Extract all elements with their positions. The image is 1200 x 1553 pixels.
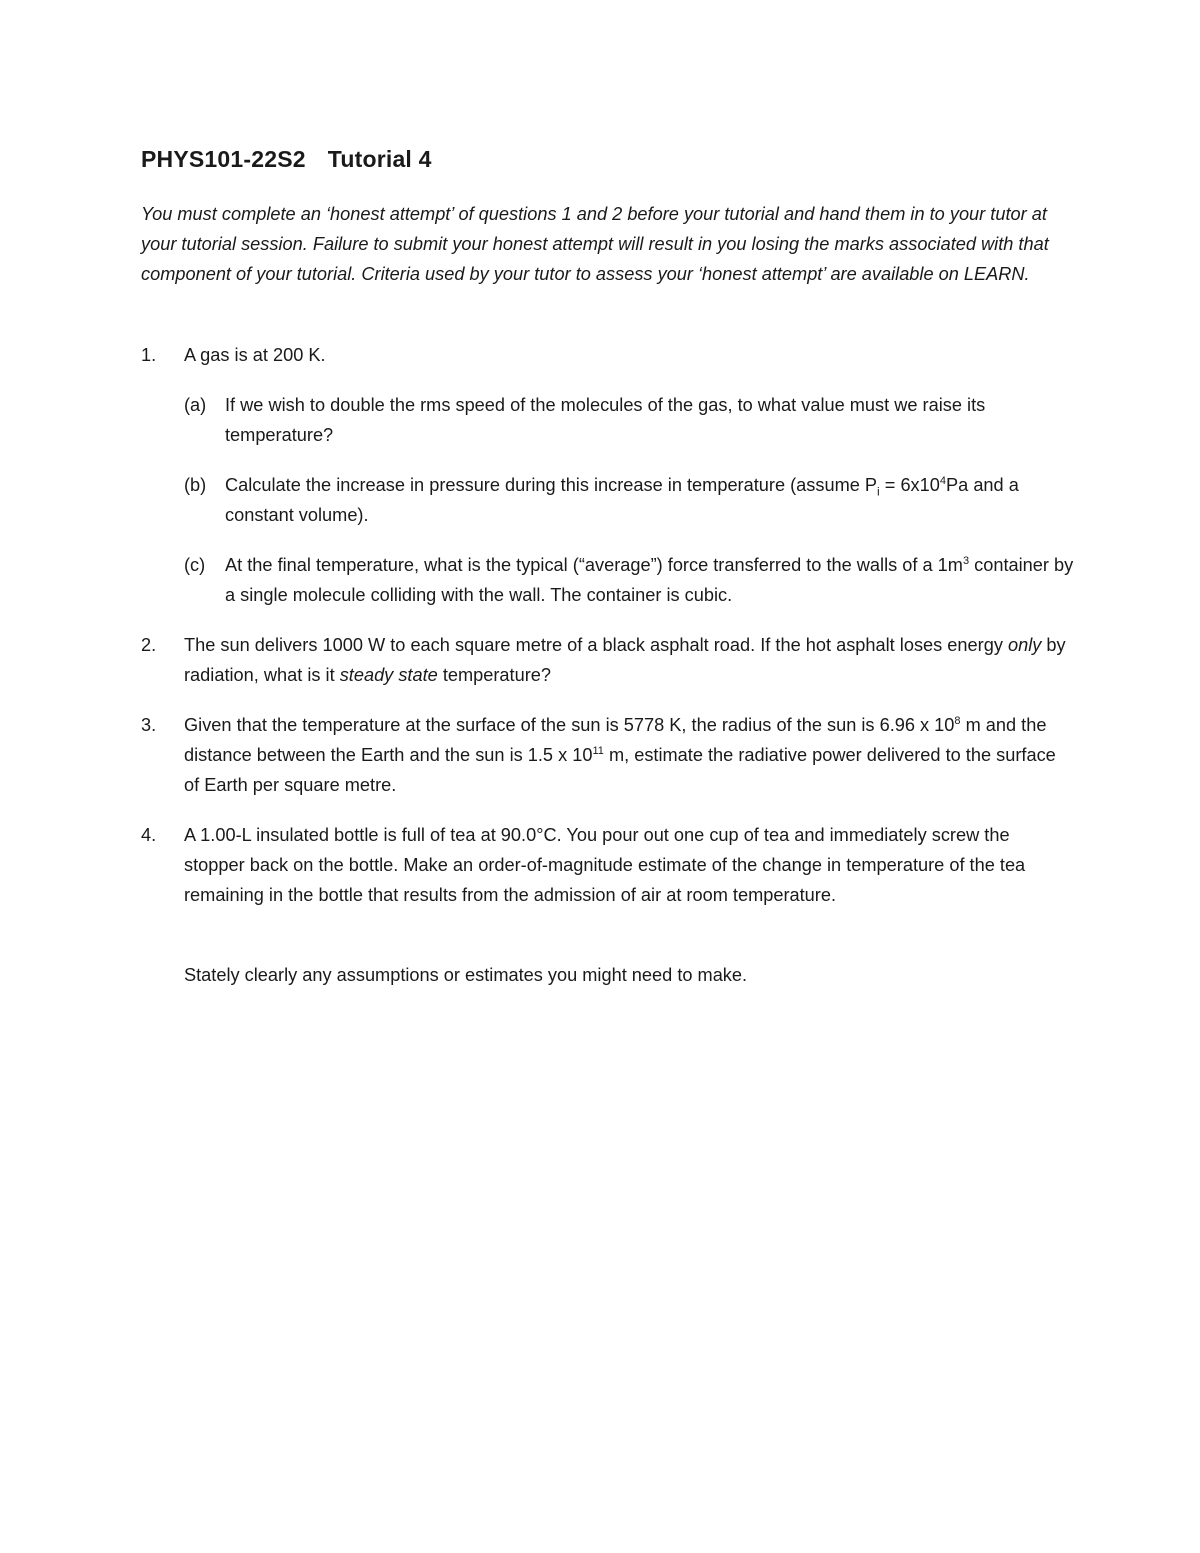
q1b-text-mid: = 6x10 [879,475,940,495]
q1c-text-before: At the final temperature, what is the typical (“average”) force transferred to the walls of a 1m [225,555,963,575]
question-1-number: 1. [141,345,157,365]
q1b-superscript: 4 [939,474,947,487]
question-3-text [184,710,1074,800]
q1b-text-before: Calculate the increase in pressure during this increase in temperature (assume P [225,475,878,495]
question-2-text [184,630,1074,690]
q3-text-before: Given that the temperature at the surface of the sun is 5778 K, the radius of the sun is 6.96 x 10 [184,715,955,735]
q3-text-mid: m and the distance between the Earth and the sun is 1.5 x 10 [184,715,1047,765]
question-1b-text [225,470,1075,530]
question-4-text: A 1.00-L insulated bottle is full of tea at 90.0°C. You pour out one cup of tea and immediately screw the stopper back on the bottle. Make an order-of-magnitude estimate of the change in temperature of the tea remaining in the bottle that results from the admission of air at room temperature. [184,825,1026,905]
question-1c-label: (c) [184,555,206,575]
question-4-note: Stately clearly any assumptions or estimates you might need to make. [184,965,748,985]
q3-text-after: m, estimate the radiative power delivered to the surface of Earth per square metre. [184,745,1056,795]
course-code: PHYS101-22S2 [141,146,306,172]
q3-superscript-1: 8 [954,714,961,727]
question-3-number: 3. [141,715,157,735]
question-1c-text [225,550,1075,610]
tutorial-number: Tutorial 4 [327,146,432,172]
question-4-number: 4. [141,825,157,845]
q1c-text-after: container by a single molecule colliding with the wall. The container is cubic. [225,555,1074,605]
question-2-number: 2. [141,635,157,655]
q2-text-before: The sun delivers 1000 W to each square metre of a black asphalt road. If the hot asphalt loses energy [184,635,1008,655]
q1c-superscript: 3 [962,554,970,567]
intro-paragraph: You must complete an ‘honest attempt’ of questions 1 and 2 before your tutorial and hand them in to your tutor at your tutorial session. Failure to submit your honest attempt will result in you losing the marks associated with that component of your tutorial. Criteria used by your tutor to assess your ‘honest attempt’ are available on LEARN. [141,204,1049,284]
q2-text-after: temperature? [437,665,551,685]
question-1a-label: (a) [184,395,207,415]
q2-emphasis-steady-state: steady state [339,665,438,685]
q1b-text-after: Pa and a constant volume). [225,475,1019,525]
q3-superscript-2: 11 [592,744,604,757]
q2-text-mid: by radiation, what is it [184,635,1066,685]
q2-emphasis-only: only [1007,635,1042,655]
page-title [141,146,432,173]
q1b-subscript: i [877,484,880,499]
question-1a-text: If we wish to double the rms speed of the molecules of the gas, to what value must we raise its temperature? [225,395,986,445]
question-1-text: A gas is at 200 K. [184,345,326,365]
question-1b-label: (b) [184,475,207,495]
